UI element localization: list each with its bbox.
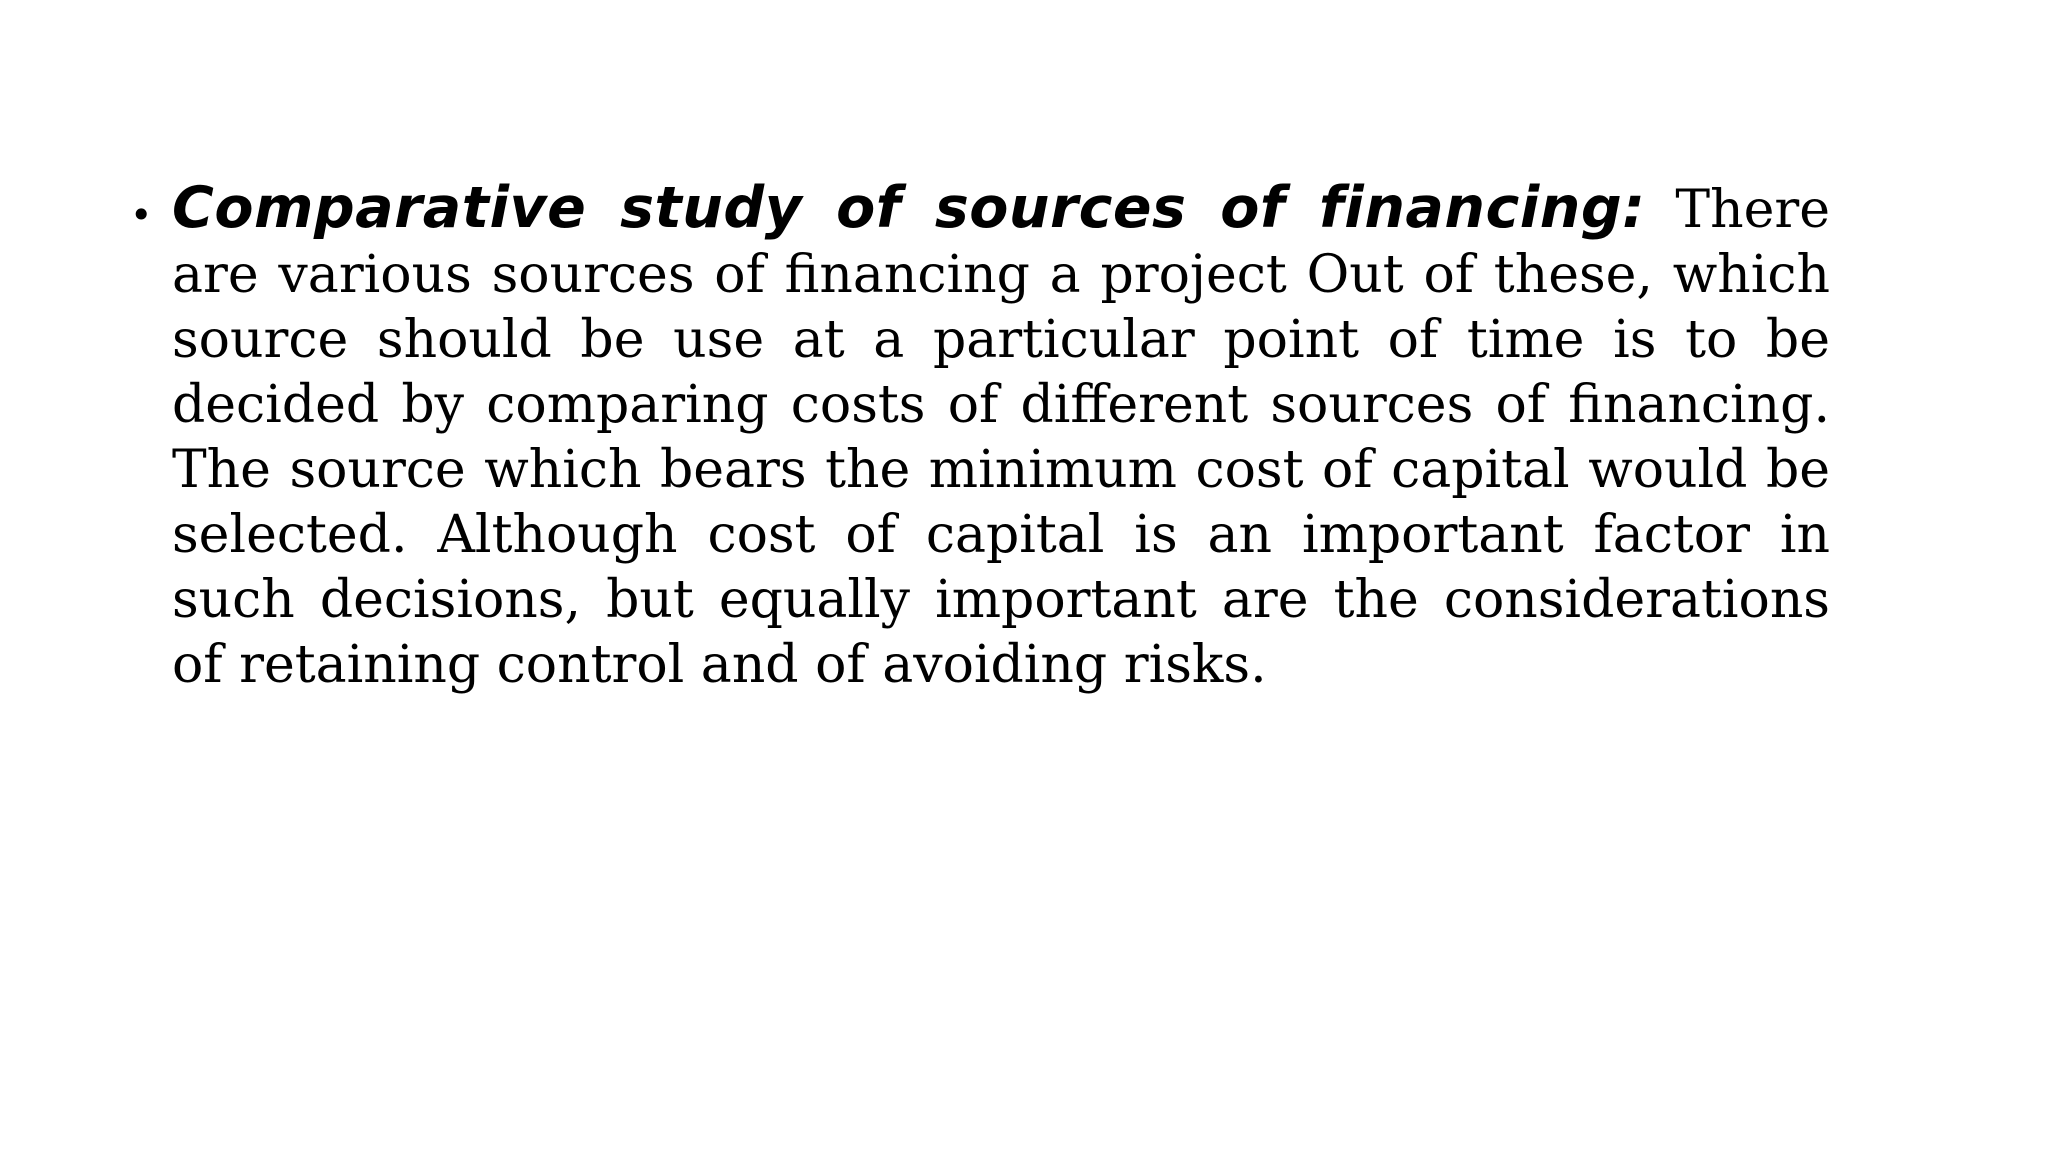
bullet-body: There are various sources of financing a project Out of these, which source should be use at a particular point of time is to be decided by comparing costs of different sources of financing. The source which bears the minimum cost of capital would be selected. Although cost of capital is an important factor in such decisions, but equally important are the considerations of retaining control and of avoiding risks. (172, 180, 1830, 695)
bullet-paragraph (172, 176, 1830, 698)
bullet-point (130, 176, 1830, 698)
bullet-heading: Comparative study of sources of financing: (172, 175, 1646, 241)
bullet-icon: • (130, 193, 153, 237)
